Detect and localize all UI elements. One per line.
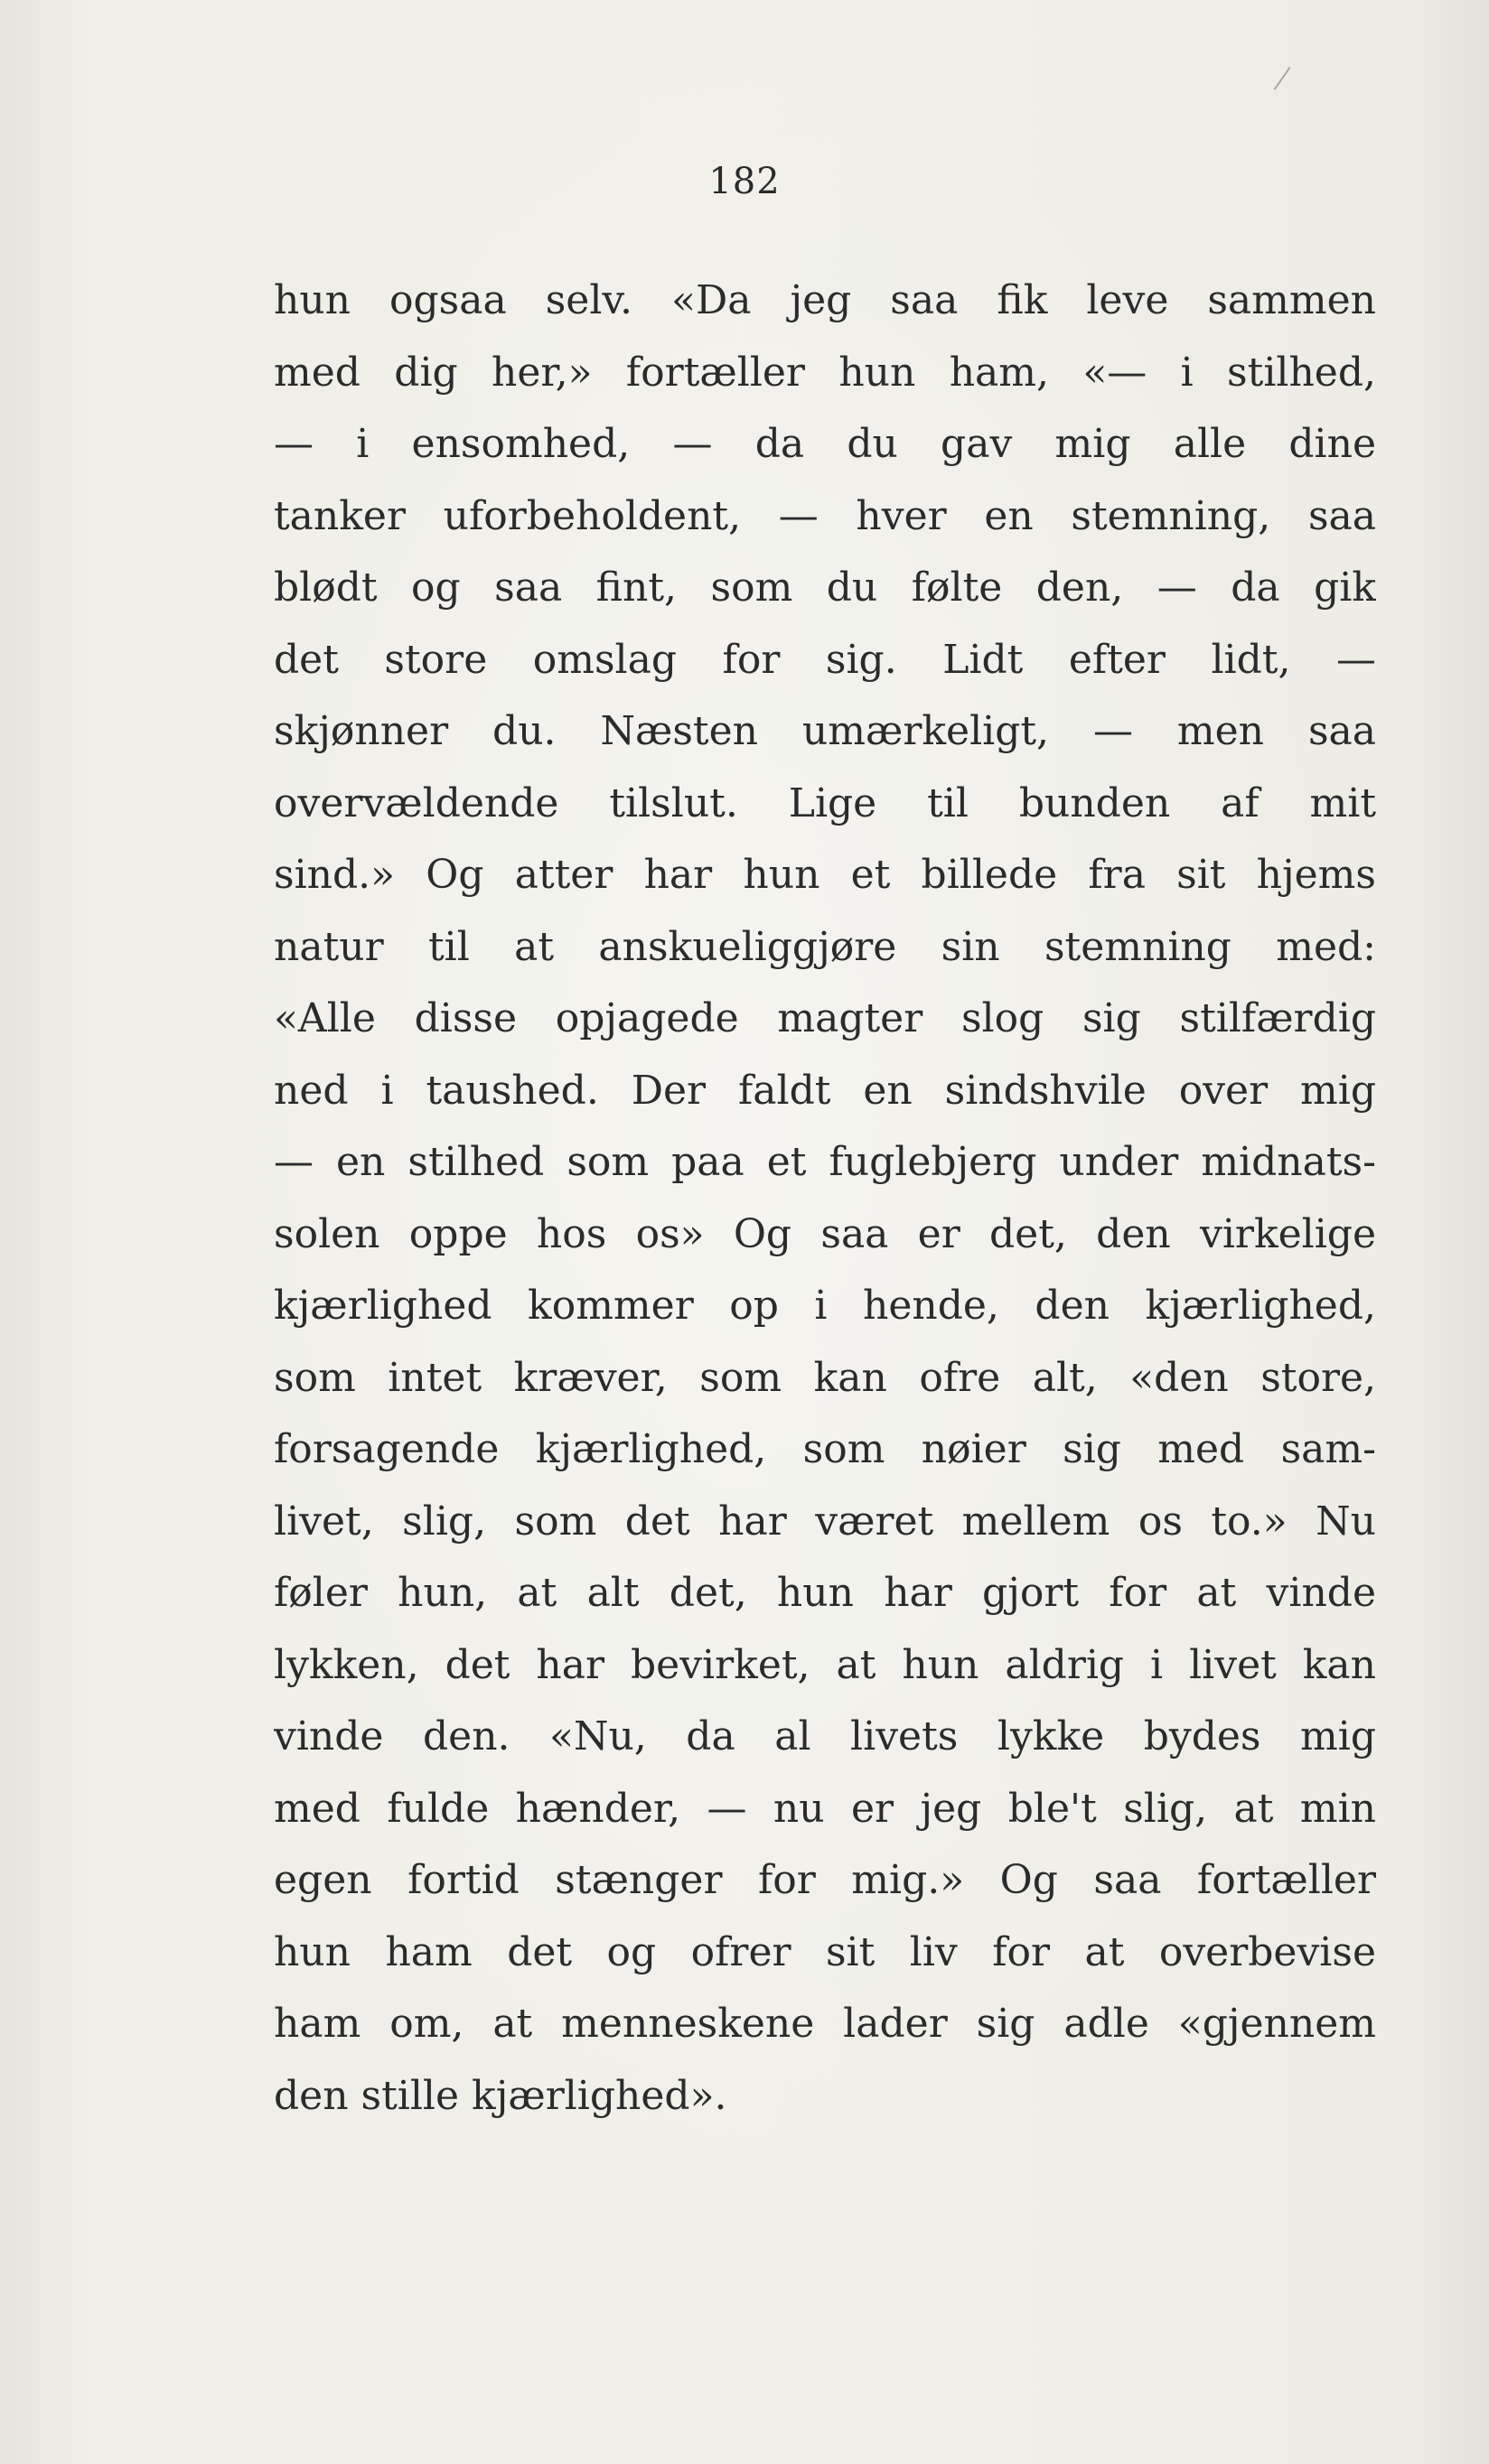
text-line: den stille kjærlighed». <box>274 2072 727 2119</box>
stray-pencil-mark <box>1274 67 1291 90</box>
text-line: — i ensomhed, — da du gav mig alle dine <box>274 421 1376 467</box>
text-line: vinde den. «Nu, da al livets lykke bydes mig <box>274 1713 1376 1759</box>
text-line: føler hun, at alt det, hun har gjort for at vinde <box>274 1570 1376 1616</box>
text-line: forsagende kjærlighed, som nøier sig med sam- <box>274 1426 1376 1472</box>
text-line: blødt og saa fint, som du følte den, — da gik <box>274 565 1376 611</box>
text-line: kjærlighed kommer op i hende, den kjærlighed, <box>274 1283 1376 1329</box>
text-line: «Alle disse opjagede magter slog sig stilfærdig <box>274 995 1376 1041</box>
text-line: med dig her,» fortæller hun ham, «— i stilhed, <box>274 349 1376 396</box>
text-line: hun ogsaa selv. «Da jeg saa fik leve sammen <box>274 277 1376 323</box>
text-line: natur til at anskueliggjøre sin stemning med: <box>274 923 1376 970</box>
text-line: som intet kræver, som kan ofre alt, «den store, <box>274 1354 1376 1401</box>
text-line: livet, slig, som det har været mellem os to.» Nu <box>274 1498 1376 1545</box>
text-line: sind.» Og atter har hun et billede fra sit hjems <box>274 852 1376 898</box>
text-line: — en stilhed som paa et fuglebjerg under midnats- <box>274 1139 1376 1185</box>
text-line: skjønner du. Næsten umærkeligt, — men saa <box>274 708 1376 754</box>
text-line: det store omslag for sig. Lidt efter lidt, — <box>274 636 1376 683</box>
text-line: ham om, at menneskene lader sig adle «gjennem <box>274 2001 1376 2047</box>
text-line: ned i taushed. Der faldt en sindshvile over mig <box>274 1067 1376 1114</box>
text-line: tanker uforbeholdent, — hver en stemning, saa <box>274 492 1376 539</box>
text-line: overvældende tilslut. Lige til bunden af mit <box>274 779 1376 826</box>
body-text <box>274 265 1376 2132</box>
text-line: solen oppe hos os» Og saa er det, den virkelige <box>274 1210 1376 1257</box>
text-line: hun ham det og ofrer sit liv for at overbevise <box>274 1928 1376 1975</box>
text-line: med fulde hænder, — nu er jeg ble't slig, at min <box>274 1785 1376 1832</box>
page-number: 182 <box>708 161 781 202</box>
text-line: lykken, det har bevirket, at hun aldrig i livet kan <box>274 1641 1376 1688</box>
text-line: egen fortid stænger for mig.» Og saa fortæller <box>274 1857 1376 1903</box>
